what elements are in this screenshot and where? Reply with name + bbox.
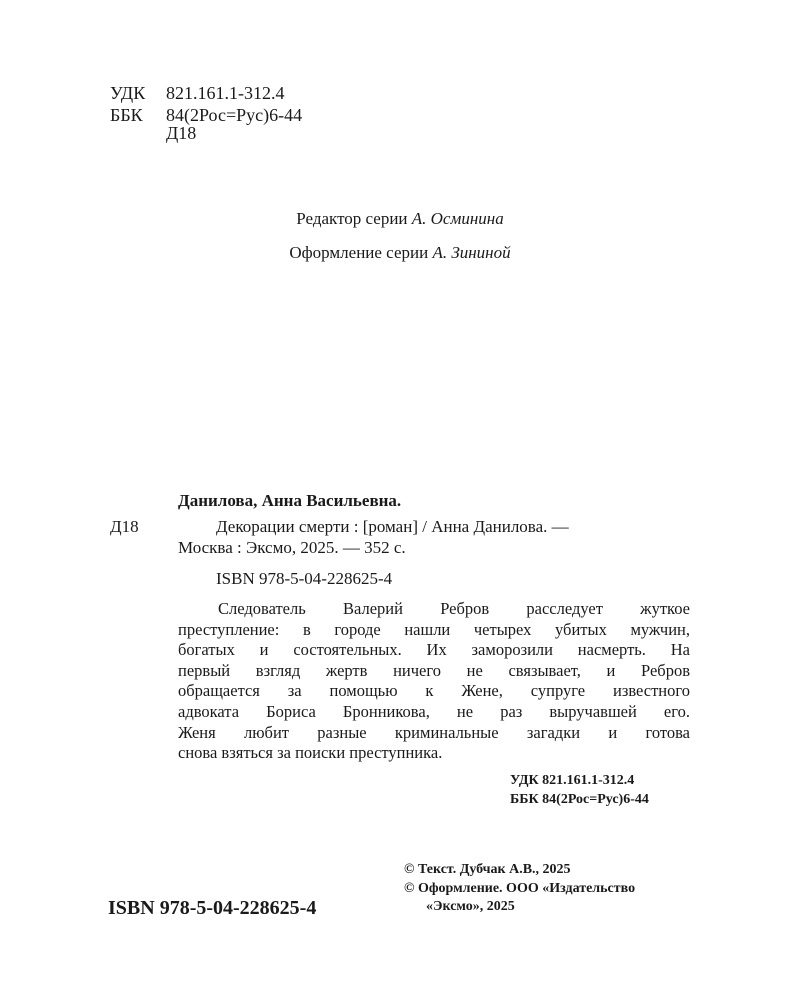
annotation-line: богатых и состоятельных. Их заморозили насмерть. На	[178, 640, 690, 660]
isbn-bottom: ISBN 978-5-04-228625-4	[108, 897, 317, 919]
copyright-design: © Оформление. ООО «Издательство	[404, 881, 636, 896]
design-name: А. Зининой	[432, 243, 511, 262]
annotation	[178, 599, 690, 764]
series-design-credit	[0, 243, 800, 263]
annotation-line: Следователь Валерий Ребров расследует жуткое	[218, 599, 690, 618]
series-editor-credit	[0, 209, 800, 229]
annotation-line: Женя любит разные криминальные загадки и готова	[178, 722, 690, 742]
design-role: Оформление серии	[289, 243, 429, 262]
annotation-line: первый взгляд жертв ничего не связывает, и Ребров	[178, 660, 690, 680]
imprint-line: Москва : Эксмо, 2025. — 352 с.	[178, 538, 406, 557]
editor-name: А. Осминина	[411, 209, 504, 228]
author-mark-top: Д18	[166, 123, 197, 143]
copyright-text: © Текст. Дубчак А.В., 2025	[404, 862, 571, 877]
footer-bbk: ББК 84(2Рос=Рус)6-44	[510, 792, 649, 807]
annotation-line: преступление: в городе нашли четырех убитых мужчин,	[178, 619, 690, 639]
author-heading: Данилова, Анна Васильевна.	[178, 491, 402, 510]
bbk-label: ББК	[110, 105, 143, 125]
footer-udk: УДК 821.161.1-312.4	[510, 773, 635, 788]
author-mark: Д18	[110, 517, 139, 536]
annotation-line: адвоката Бориса Бронникова, не раз выручавшей его.	[178, 701, 690, 721]
bbk-value: 84(2Рос=Рус)6-44	[166, 105, 303, 125]
udk-value: 821.161.1-312.4	[166, 83, 285, 103]
annotation-line: снова взяться за поиски преступника.	[178, 743, 443, 763]
isbn-record: ISBN 978-5-04-228625-4	[216, 569, 393, 588]
bbk-line	[110, 104, 302, 126]
editor-role: Редактор серии	[296, 209, 408, 228]
udk-line	[110, 82, 285, 104]
udk-label: УДК	[110, 83, 146, 103]
annotation-line: обращается за помощью к Жене, супруге известного	[178, 681, 690, 701]
copyright-publisher: «Эксмо», 2025	[426, 899, 515, 914]
title-line: Декорации смерти : [роман] / Анна Данилова. —	[216, 517, 569, 536]
